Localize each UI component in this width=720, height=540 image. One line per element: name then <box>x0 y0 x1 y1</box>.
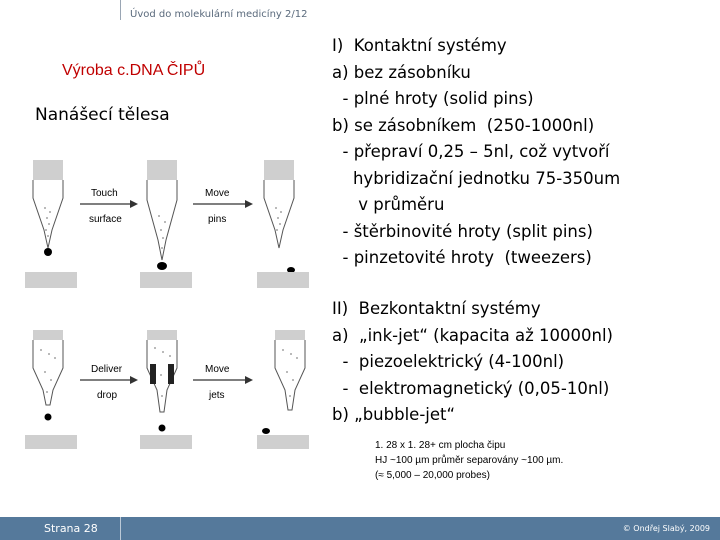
contact-line: v průměru <box>332 195 445 214</box>
label-touch-surface-2: surface <box>89 214 122 225</box>
note-line: (≈ 5,000 – 20,000 probes) <box>375 470 491 481</box>
note-line: 1. 28 x 1. 28+ cm plocha čipu <box>375 440 506 451</box>
contact-line: a) bez zásobníku <box>332 62 471 82</box>
pin-deposition-diagram <box>25 160 325 450</box>
noncontact-line: II) Bezkontaktní systémy <box>332 299 541 318</box>
pin-moving <box>264 160 295 273</box>
pin-touching <box>147 160 177 270</box>
contact-line: - pinzetovité hroty (tweezers) <box>332 248 592 267</box>
noncontact-line: b) „bubble-jet“ <box>332 405 456 424</box>
noncontact-line: - piezoelektrický (4-100nl) <box>332 352 565 371</box>
footer-divider <box>120 517 121 540</box>
header-divider <box>120 0 121 20</box>
noncontact-line: a) „ink-jet“ (kapacita až 10000nl) <box>332 325 613 345</box>
label-move-pins-1: Move <box>205 188 230 199</box>
contact-line: b) se zásobníkem (250-1000nl) <box>332 115 595 135</box>
label-move-pins-2: pins <box>208 214 227 225</box>
note-line: HJ ~100 µm průměr separovány ~100 µm. <box>375 455 564 466</box>
contact-systems-text <box>332 33 620 272</box>
label-deliver-drop-2: drop <box>97 390 118 401</box>
slide-header <box>0 0 720 20</box>
slide-subtitle: Výroba c.DNA ČIPŮ <box>62 62 206 79</box>
section-label: Nanášecí tělesa <box>35 105 170 125</box>
noncontact-systems-text <box>332 296 613 429</box>
contact-line: hybridizační jednotku 75-350um <box>332 168 621 188</box>
copyright: © Ondřej Slabý, 2009 <box>622 524 710 533</box>
contact-line: I) Kontaktní systémy <box>332 36 507 55</box>
pin-raised <box>33 160 63 256</box>
contact-line: - přepraví 0,25 – 5nl, což vytvoří <box>332 142 610 161</box>
slide-footer <box>0 517 720 540</box>
jet-with-actuator <box>147 330 177 432</box>
solid-pin-row <box>25 160 309 288</box>
page-number: Strana 28 <box>44 522 98 535</box>
chip-specs-note <box>375 438 563 483</box>
jet-moving <box>262 330 305 434</box>
contact-line: - plné hroty (solid pins) <box>332 89 534 108</box>
jet-delivering <box>33 330 63 421</box>
noncontact-line: - elektromagnetický (0,05-10nl) <box>332 378 610 398</box>
label-move-jets-1: Move <box>205 364 230 375</box>
label-deliver-drop-1: Deliver <box>91 364 123 375</box>
label-touch-surface-1: Touch <box>91 188 118 199</box>
header-title: Úvod do molekulární medicíny 2/12 <box>130 9 308 20</box>
ink-jet-row <box>25 330 309 449</box>
contact-line: - štěrbinovité hroty (split pins) <box>332 221 593 241</box>
label-move-jets-2: jets <box>209 390 225 401</box>
